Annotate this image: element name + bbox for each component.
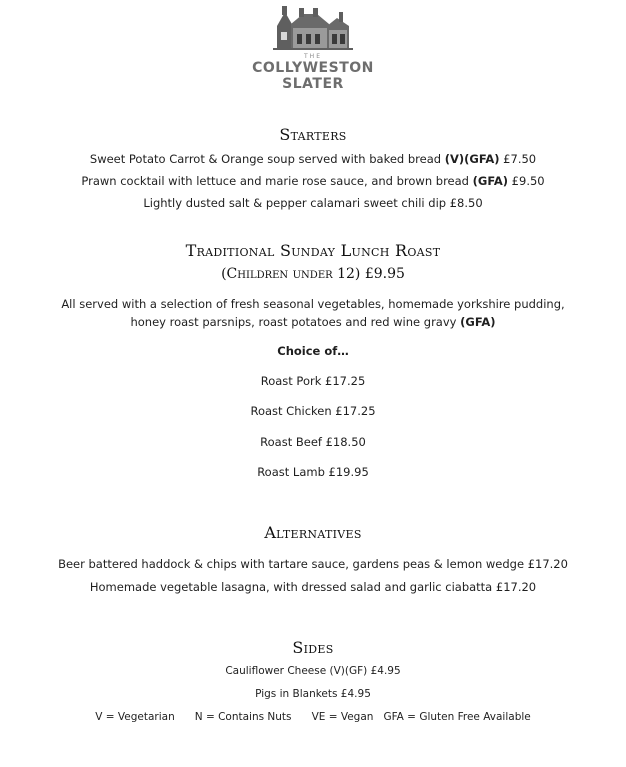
side-item: Cauliflower Cheese (V)(GF) £4.95	[225, 665, 401, 677]
roast-option: Roast Beef £18.50	[260, 435, 366, 449]
starter-diet-tag: (V)(GFA)	[444, 152, 500, 166]
sides-heading: Sides	[292, 638, 334, 657]
logo-line-2: SLATER	[282, 76, 344, 92]
key-vegetarian: V = Vegetarian	[95, 711, 175, 723]
starter-diet-tag: (GFA)	[472, 174, 509, 188]
roast-option: Roast Lamb £19.95	[257, 465, 369, 479]
roast-option: Roast Pork £17.25	[260, 374, 366, 388]
roast-heading: Traditional Sunday Lunch Roast	[185, 241, 441, 260]
roast-description	[60, 295, 566, 331]
roast-description-text: All served with a selection of fresh seasonal vegetables, homemade yorkshire pudding, honey roast parsnips, roast potatoes and red wine gravy	[61, 297, 565, 329]
alternatives-heading: Alternatives	[264, 523, 362, 542]
starter-text: Prawn cocktail with lettuce and marie rose sauce, and brown bread	[81, 174, 473, 188]
logo-line-1: COLLYWESTON	[252, 60, 374, 76]
starter-text: Sweet Potato Carrot & Orange soup served with baked bread	[89, 152, 445, 166]
alternative-item: Homemade vegetable lasagna, with dressed salad and garlic ciabatta £17.20	[89, 580, 537, 594]
starter-price: £9.50	[508, 174, 545, 188]
starter-item	[0, 152, 626, 166]
starters-heading: Starters	[279, 125, 347, 144]
starter-price: £7.50	[499, 152, 537, 166]
dietary-key	[0, 711, 626, 723]
starter-item	[0, 174, 626, 188]
key-nuts: N = Contains Nuts	[194, 711, 292, 723]
key-gluten: GFA = Gluten Free Available	[383, 711, 531, 723]
roast-diet-tag: (GFA)	[460, 315, 496, 329]
side-item: Pigs in Blankets £4.95	[255, 688, 371, 700]
roast-subheading: (Children under 12) £9.95	[221, 266, 405, 282]
key-vegan: VE = Vegan	[311, 711, 374, 723]
alternative-item: Beer battered haddock & chips with tartare sauce, gardens peas & lemon wedge £17.20	[58, 557, 568, 571]
building-logo-icon	[273, 4, 353, 50]
logo-the: THE	[304, 53, 322, 60]
starter-item: Lightly dusted salt & pepper calamari sweet chili dip £8.50	[143, 196, 483, 210]
restaurant-logo	[0, 4, 626, 92]
choice-label: Choice of…	[277, 344, 349, 358]
roast-option: Roast Chicken £17.25	[250, 404, 376, 418]
